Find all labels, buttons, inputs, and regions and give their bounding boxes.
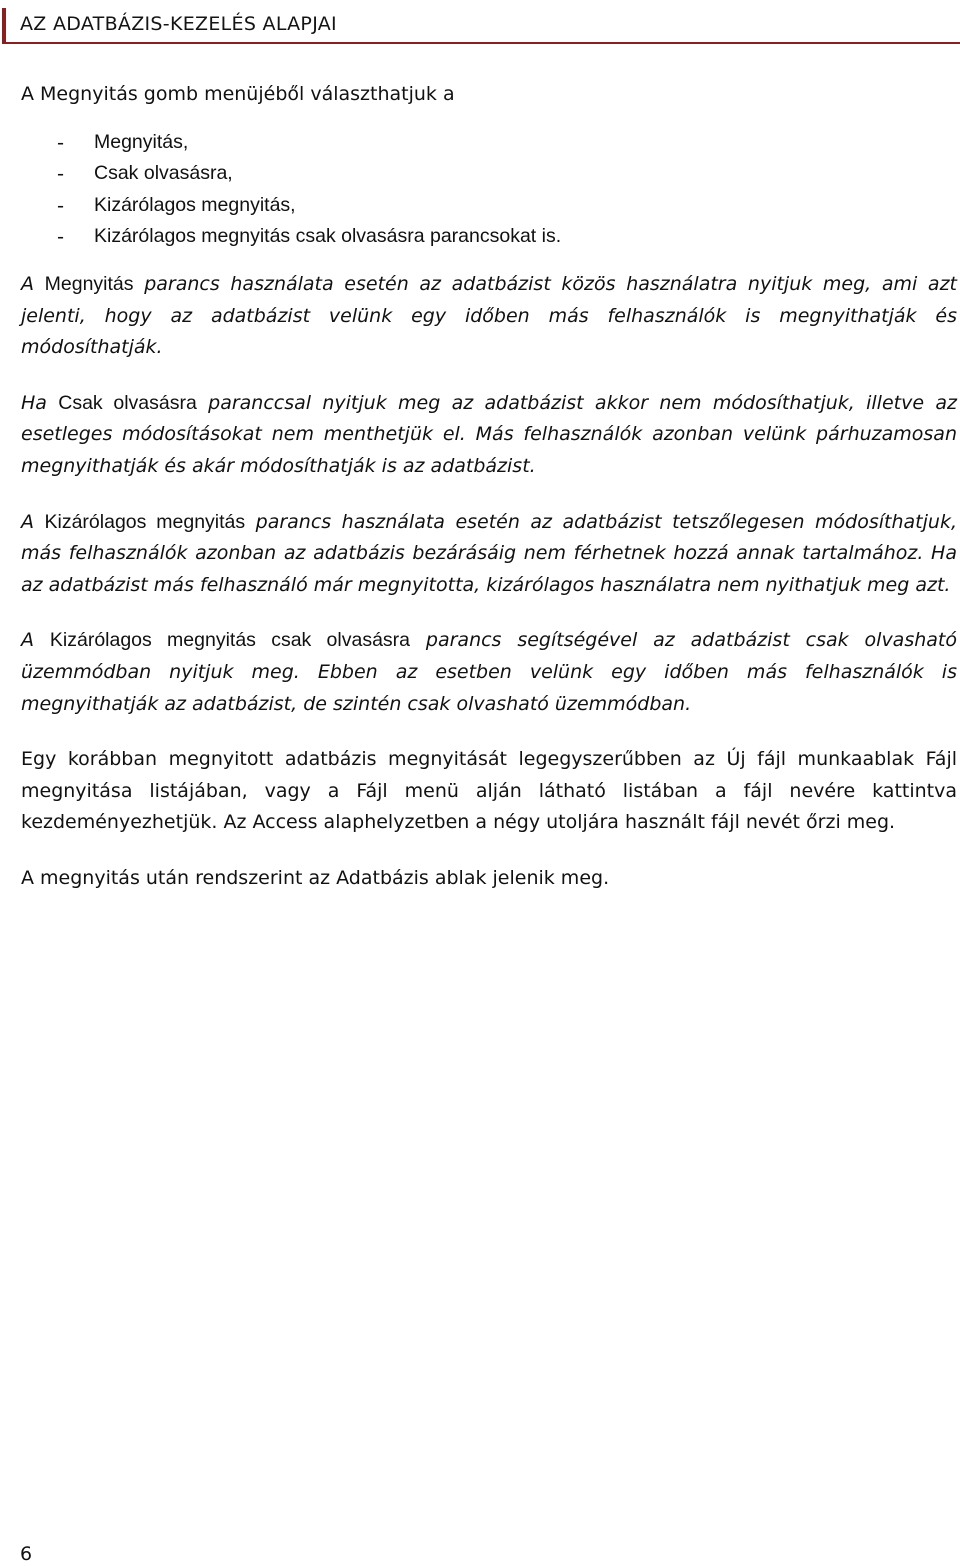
paragraph-kizarolagos bbox=[21, 507, 957, 602]
list-item-text: Csak olvasásra, bbox=[94, 162, 233, 185]
paragraph-text: parancs segítségével az adatbázist csak olvasható üzemmódban nyitjuk meg. Ebben az esetben velünk egy időben más felhasználók is megnyithatják az adatbázist, de szintén csak olvasható üzemmódban. bbox=[21, 629, 957, 715]
list-dash: - bbox=[57, 130, 65, 154]
list-item bbox=[21, 221, 957, 253]
list-item bbox=[21, 158, 957, 190]
paragraph-lead: Ha bbox=[21, 391, 47, 414]
list-item-text: Megnyitás, bbox=[94, 130, 189, 153]
paragraph-text: parancs használata esetén az adatbázist tetszőlegesen módosíthatjuk, más felhasználók azonban az adatbázis bezárásáig nem férhetnek hozzá annak tartalmához. Ha az adatbázist más felhasználó már megnyitotta, kizárólagos használatra nem nyithatjuk meg azt. bbox=[21, 510, 957, 596]
command-term: Kizárólagos megnyitás bbox=[44, 510, 246, 533]
paragraph-lead: A bbox=[21, 272, 34, 295]
paragraph-korabbi-megnyitas: Egy korábban megnyitott adatbázis megnyitását legegyszerűbben az Új fájl munkaablak Fájl megnyitása listájában, vagy a Fájl menü alján látható listában a fájl nevére kattintva kezdeményezhetjük. Az Access alaphelyzetben a négy utoljára használt fájl nevét őrzi meg. bbox=[21, 748, 957, 834]
paragraph-text: parancs használata esetén az adatbázist közös használatra nyitjuk meg, ami azt jelenti, hogy az adatbázist velünk egy időben más felhasználók is megnyithatják és módosíthatják. bbox=[21, 272, 957, 359]
page-header bbox=[0, 0, 960, 44]
list-item-text: Kizárólagos megnyitás csak olvasásra parancsokat is. bbox=[94, 225, 562, 248]
header-accent-bar bbox=[2, 8, 6, 42]
document-body bbox=[21, 79, 957, 918]
command-term: Kizárólagos megnyitás csak olvasásra bbox=[49, 629, 411, 652]
paragraph-kizarolagos-csak-olvasasra bbox=[21, 625, 957, 720]
list-dash: - bbox=[57, 193, 65, 217]
command-term: Megnyitás bbox=[44, 272, 134, 295]
list-item-text: Kizárólagos megnyitás, bbox=[94, 193, 296, 216]
paragraph-adatbazis-ablak: A megnyitás után rendszerint az Adatbázis ablak jelenik meg. bbox=[21, 866, 610, 889]
paragraph-lead: A bbox=[21, 510, 34, 533]
list-dash: - bbox=[57, 225, 65, 249]
paragraph-lead: A bbox=[21, 629, 34, 652]
command-term: Csak olvasásra bbox=[58, 391, 197, 414]
paragraph-text: paranccsal nyitjuk meg az adatbázist akkor nem módosíthatjuk, illetve az esetleges módosításokat nem menthetjük el. Más felhasználók azonban velünk párhuzamosan megnyithatják és akár módosíthatják is az adatbázist. bbox=[21, 391, 957, 477]
list-item bbox=[21, 190, 957, 222]
list-dash: - bbox=[57, 162, 65, 186]
list-item bbox=[21, 127, 957, 159]
header-rule bbox=[2, 42, 960, 44]
page-number: 6 bbox=[20, 1543, 33, 1565]
paragraph-megnyitas bbox=[21, 269, 957, 364]
command-list bbox=[21, 127, 957, 253]
header-title: AZ ADATBÁZIS-KEZELÉS ALAPJAI bbox=[20, 13, 337, 35]
paragraph-csak-olvasasra bbox=[21, 388, 957, 483]
intro-paragraph: A Megnyitás gomb menüjéből választhatjuk a bbox=[21, 83, 455, 105]
